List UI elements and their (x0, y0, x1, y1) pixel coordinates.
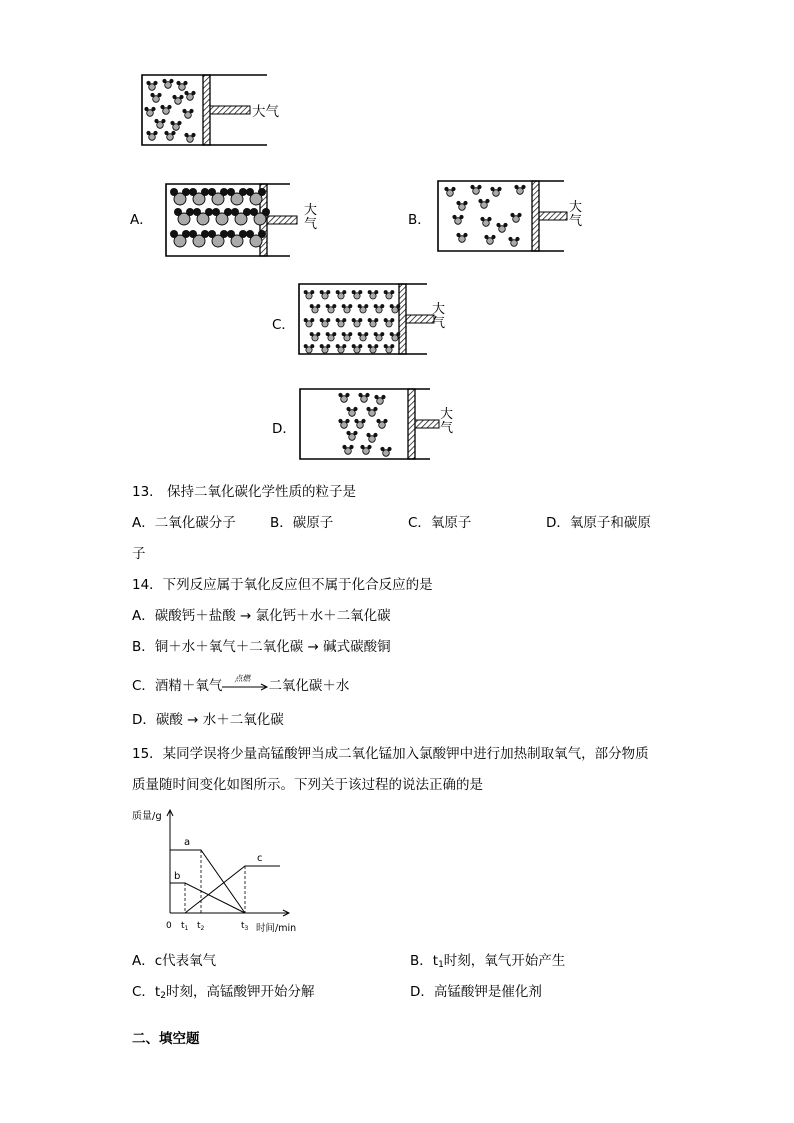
molecule-atom (342, 318, 346, 322)
molecule-atom (366, 433, 370, 437)
molecule-atom (373, 407, 377, 411)
molecule-atom (169, 79, 173, 83)
molecule-atom (326, 290, 330, 294)
molecule-atom (485, 199, 489, 203)
molecule-atom (332, 304, 336, 308)
reaction-condition: 点燃 (234, 674, 251, 683)
molecule-atom (150, 93, 154, 97)
molecule-atom (514, 185, 518, 189)
molecule-atom (170, 121, 174, 125)
q13-option-a: A．二氧化碳分子 (132, 515, 236, 531)
molecule-atom (144, 107, 148, 111)
molecule-atom (353, 407, 357, 411)
molecule-atom (153, 131, 157, 135)
q14-option-b: B．铜＋水＋氧气＋二氧化碳 → 碱式碳酸铜 (132, 639, 391, 655)
q14-option-a: A．碳酸钙＋盐酸 → 氯化钙＋水＋二氧化碳 (132, 608, 391, 624)
molecule-atom (381, 395, 385, 399)
molecule-atom (503, 223, 507, 227)
molecule-atom (484, 235, 488, 239)
molecule-atom (374, 332, 378, 336)
molecule-atom (326, 344, 330, 348)
section-heading: 二、填空题 (132, 1031, 200, 1047)
molecule-atom (177, 121, 181, 125)
molecule-atom (456, 233, 460, 237)
molecule-atom (310, 318, 314, 322)
molecule-atom (373, 433, 377, 437)
q14-option-c (132, 674, 350, 695)
molecule-atom (310, 304, 314, 308)
molecule-atom (310, 332, 314, 336)
molecule-atom (352, 290, 356, 294)
molecule-atom (182, 188, 190, 196)
q15-option-c: C．$t_2$时刻，高锰酸钾开始分解 (132, 984, 315, 1001)
molecule-atom (358, 304, 362, 308)
molecule-atom (364, 304, 368, 308)
molecule-atom (374, 318, 378, 322)
atm-label-c: 大 气 (432, 302, 446, 331)
molecule-atom (336, 344, 340, 348)
q15-stem-line1: 15．某同学误将少量高锰酸钾当成二氧化锰加入氯酸钾中进行加热制取氧气，部分物质 (132, 746, 649, 762)
series-label-a: a (184, 837, 191, 848)
molecule-atom (383, 419, 387, 423)
molecule-atom (366, 407, 370, 411)
molecule-atom (258, 230, 266, 238)
molecule-atom (336, 318, 340, 322)
molecule-atom (349, 445, 353, 449)
molecule-atom (384, 318, 388, 322)
molecule-atom (358, 344, 362, 348)
molecule-atom (346, 407, 350, 411)
piston (399, 284, 406, 354)
molecule-atom (316, 304, 320, 308)
option-b-label: B． (408, 212, 431, 228)
option-a-label: A． (130, 212, 153, 228)
molecule-atom (201, 188, 209, 196)
molecule-atom (451, 187, 455, 191)
molecule-atom (380, 447, 384, 451)
mass-time-chart (130, 805, 310, 940)
molecule-atom (352, 344, 356, 348)
molecule-atom (342, 445, 346, 449)
molecule-atom (164, 131, 168, 135)
molecule-atom (384, 344, 388, 348)
molecule-atom (487, 217, 491, 221)
molecule-atom (208, 188, 216, 196)
molecule-atom (368, 290, 372, 294)
molecule-atom (345, 419, 349, 423)
molecule-atom (396, 332, 400, 336)
molecule-atom (348, 332, 352, 336)
molecule-atom (208, 230, 216, 238)
molecule-atom (463, 201, 467, 205)
molecule-atom (179, 95, 183, 99)
molecule-atom (368, 344, 372, 348)
molecule-atom (326, 332, 330, 336)
molecule-atom (342, 332, 346, 336)
molecule-atom (358, 393, 362, 397)
molecule-atom (146, 81, 150, 85)
molecule-atom (320, 290, 324, 294)
q15-option-d: D．高锰酸钾是催化剂 (410, 984, 542, 1000)
q15-stem-line2: 质量随时间变化如图所示。下列关于该过程的说法正确的是 (132, 777, 483, 793)
molecule-atom (224, 208, 232, 216)
molecule-atom (154, 119, 158, 123)
molecule-atom (231, 208, 239, 216)
molecule-atom (358, 290, 362, 294)
molecule-atom (374, 344, 378, 348)
option-d-label: D． (272, 421, 296, 437)
molecule-atom (320, 344, 324, 348)
molecule-atom (380, 332, 384, 336)
molecule-atom (368, 318, 372, 322)
molecule-atom (491, 235, 495, 239)
q15-option-b: B．$t_1$时刻，氧气开始产生 (410, 953, 566, 970)
molecule-atom (361, 419, 365, 423)
x-tick-label: $t_3$ (241, 921, 249, 932)
q13-option-c: C．氧原子 (408, 515, 472, 531)
molecule-atom (338, 419, 342, 423)
molecule-atom (374, 304, 378, 308)
q13-option-d-wrap: 子 (132, 546, 146, 562)
atm-label-a: 大 气 (304, 203, 318, 232)
molecule-atom (184, 91, 188, 95)
molecule-atom (176, 81, 180, 85)
q13-option-b: B．碳原子 (270, 515, 334, 531)
atm-label-original: 大气 (252, 104, 279, 120)
molecule-atom (336, 290, 340, 294)
molecule-atom (186, 208, 194, 216)
molecule-atom (189, 188, 197, 196)
option-c-label: C． (272, 317, 295, 333)
molecule-atom (304, 290, 308, 294)
molecule-atom (360, 445, 364, 449)
q13-option-d: D．氧原子和碳原 (546, 515, 651, 531)
reaction-arrow (222, 674, 268, 693)
molecule-atom (146, 131, 150, 135)
molecule-atom (342, 344, 346, 348)
molecule-atom (310, 290, 314, 294)
molecule-atom (390, 290, 394, 294)
molecule-atom (160, 105, 164, 109)
piston (203, 75, 210, 145)
piston-rod (267, 216, 297, 224)
molecule-atom (390, 344, 394, 348)
molecule-atom (490, 187, 494, 191)
molecule-atom (201, 230, 209, 238)
molecule-atom (262, 208, 270, 216)
q14-option-c-left: C．酒精＋氧气 (132, 678, 223, 694)
molecule-atom (452, 215, 456, 219)
molecule-atom (184, 133, 188, 137)
series-label-c: c (257, 853, 263, 864)
molecule-atom (220, 230, 228, 238)
molecule-atom (396, 304, 400, 308)
molecule-atom (332, 332, 336, 336)
molecule-atom (171, 131, 175, 135)
molecule-atom (364, 332, 368, 336)
molecule-atom (517, 213, 521, 217)
x-tick-label: $t_2$ (197, 921, 205, 932)
cylinder-figure-c (295, 278, 445, 363)
molecule-atom (508, 237, 512, 241)
molecule-atom (220, 188, 228, 196)
molecule-atom (250, 208, 258, 216)
molecule-atom (239, 188, 247, 196)
piston (408, 389, 415, 459)
molecule-atom (162, 79, 166, 83)
piston-rod (406, 315, 434, 323)
molecule-atom (161, 119, 165, 123)
molecule-atom (463, 233, 467, 237)
molecule-atom (387, 447, 391, 451)
molecule-atom (390, 304, 394, 308)
molecule-atom (174, 208, 182, 216)
molecule-atom (316, 332, 320, 336)
molecule-atom (304, 344, 308, 348)
molecule-atom (239, 230, 247, 238)
molecule-atom (205, 208, 213, 216)
molecule-atom (246, 230, 254, 238)
molecule-atom (477, 185, 481, 189)
molecule-atom (153, 81, 157, 85)
molecule-atom (227, 188, 235, 196)
piston (532, 181, 539, 251)
q14-option-c-right: 二氧化碳＋水 (268, 678, 350, 694)
molecule-atom (338, 393, 342, 397)
molecule-atom (367, 445, 371, 449)
y-axis-label: 质量/g (132, 811, 162, 822)
origin-label: 0 (166, 921, 172, 931)
piston-rod (539, 212, 567, 220)
molecule-atom (374, 290, 378, 294)
cylinder-figure-d (296, 383, 446, 468)
molecule-atom (459, 215, 463, 219)
piston-rod (210, 106, 250, 114)
molecule-atom (353, 431, 357, 435)
series-line-c (185, 866, 280, 913)
molecule-atom (326, 304, 330, 308)
molecule-atom (376, 419, 380, 423)
molecule-atom (456, 201, 460, 205)
molecule-atom (212, 208, 220, 216)
molecule-atom (151, 107, 155, 111)
molecule-atom (342, 304, 346, 308)
q13-stem: 13． 保持二氧化碳化学性质的粒子是 (132, 484, 356, 500)
molecule-atom (157, 93, 161, 97)
molecule-atom (258, 188, 266, 196)
cylinder-figure-b (434, 175, 574, 260)
molecule-atom (183, 81, 187, 85)
atm-label-d: 大 气 (440, 407, 454, 436)
cylinder-figure-a (160, 178, 300, 263)
molecule-atom (172, 95, 176, 99)
molecule-atom (354, 419, 358, 423)
molecule-atom (304, 318, 308, 322)
q15-option-a: A．c代表氧气 (132, 953, 217, 969)
molecule-atom (380, 304, 384, 308)
molecule-atom (170, 188, 178, 196)
series-line-a (170, 850, 245, 913)
molecule-atom (345, 393, 349, 397)
q14-option-d: D．碳酸 → 水＋二氧化碳 (132, 712, 284, 728)
molecule-atom (384, 290, 388, 294)
molecule-atom (167, 105, 171, 109)
molecule-atom (348, 304, 352, 308)
molecule-atom (358, 318, 362, 322)
molecule-atom (342, 290, 346, 294)
x-tick-label: $t_1$ (181, 921, 189, 932)
molecule-atom (515, 237, 519, 241)
molecule-atom (374, 395, 378, 399)
molecule-atom (243, 208, 251, 216)
molecule-atom (310, 344, 314, 348)
molecule-atom (320, 318, 324, 322)
molecule-atom (189, 109, 193, 113)
molecule-atom (470, 185, 474, 189)
series-line-b (170, 883, 245, 913)
molecule-atom (497, 187, 501, 191)
molecule-atom (182, 230, 190, 238)
molecule-atom (444, 187, 448, 191)
molecule-atom (496, 223, 500, 227)
molecule-atom (227, 230, 235, 238)
molecule-atom (510, 213, 514, 217)
molecule-atom (326, 318, 330, 322)
atm-label-b: 大 气 (569, 200, 583, 229)
molecule-atom (478, 199, 482, 203)
molecule-atom (390, 332, 394, 336)
molecule-atom (365, 393, 369, 397)
piston-rod (415, 420, 439, 428)
q14-stem: 14．下列反应属于氧化反应但不属于化合反应的是 (132, 577, 433, 593)
molecule-atom (390, 318, 394, 322)
molecule-atom (521, 185, 525, 189)
series-label-b: b (174, 871, 181, 882)
molecule-atom (191, 91, 195, 95)
molecule-atom (358, 332, 362, 336)
x-axis-label: 时间/min (256, 923, 297, 934)
molecule-atom (480, 217, 484, 221)
molecule-atom (191, 133, 195, 137)
molecule-atom (182, 109, 186, 113)
molecule-atom (193, 208, 201, 216)
molecule-atom (189, 230, 197, 238)
molecule-atom (352, 318, 356, 322)
molecule-atom (346, 431, 350, 435)
molecule-atom (170, 230, 178, 238)
molecule-atom (246, 188, 254, 196)
